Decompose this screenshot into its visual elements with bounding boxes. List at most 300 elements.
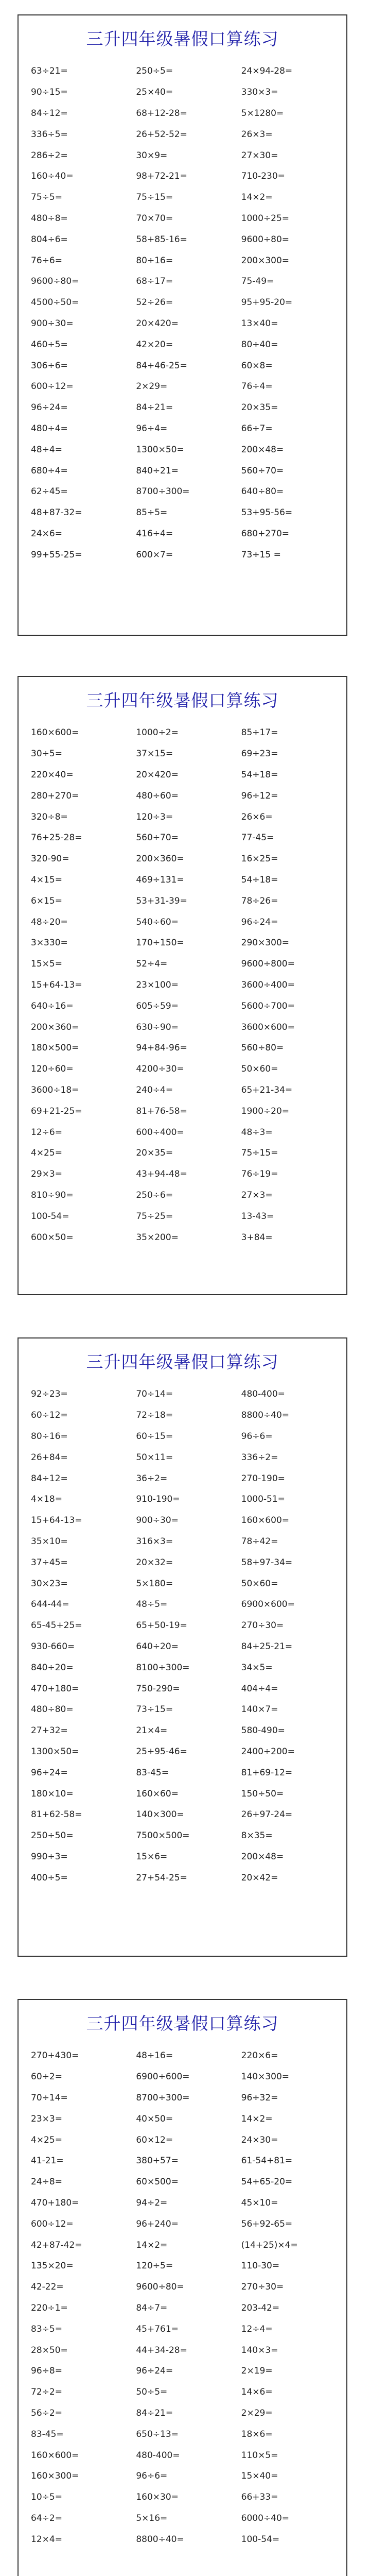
problem-row bbox=[31, 1206, 346, 1227]
math-problem: 52÷4= bbox=[136, 959, 168, 970]
math-problem: 66+33= bbox=[241, 2492, 278, 2503]
problem-row bbox=[31, 2045, 346, 2066]
problem-row bbox=[31, 1720, 346, 1741]
math-problem: 4×25= bbox=[31, 1148, 62, 1159]
math-problem: 140×300= bbox=[241, 2072, 290, 2082]
math-problem: 180×500= bbox=[31, 1043, 79, 1054]
math-problem: 910-190= bbox=[136, 1494, 180, 1505]
math-problem: 80÷16= bbox=[31, 1431, 68, 1442]
math-problem: 480÷60= bbox=[136, 790, 179, 801]
math-problem: 200×300= bbox=[241, 255, 290, 266]
math-problem: 160×600= bbox=[31, 2450, 79, 2461]
math-problem: 45×10= bbox=[241, 2197, 278, 2208]
problem-row bbox=[31, 1678, 346, 1699]
math-problem: 6900×600= bbox=[241, 1599, 295, 1610]
math-problem: 140×3= bbox=[241, 2345, 278, 2355]
problem-row bbox=[31, 271, 346, 292]
math-problem: 27+54-25= bbox=[136, 1872, 187, 1883]
math-problem: 200×360= bbox=[136, 854, 184, 865]
math-problem: 96÷24= bbox=[31, 1767, 68, 1778]
math-problem: 24×30= bbox=[241, 2134, 278, 2145]
problem-row bbox=[31, 1531, 346, 1552]
problem-row bbox=[31, 827, 346, 849]
math-problem: 480÷80= bbox=[31, 1704, 74, 1715]
math-problem: 9600÷80= bbox=[31, 276, 79, 287]
math-problem: 25×40= bbox=[136, 87, 173, 98]
math-problem: 320-90= bbox=[31, 854, 69, 865]
math-problem: 470+180= bbox=[31, 1683, 79, 1694]
math-problem: 36÷2= bbox=[136, 1473, 168, 1484]
math-problem: 560÷70= bbox=[241, 465, 284, 476]
math-problem: 65-45+25= bbox=[31, 1620, 82, 1631]
math-problem: 1000÷2= bbox=[136, 727, 179, 738]
math-problem: 62÷45= bbox=[31, 486, 68, 497]
math-problem: 12÷6= bbox=[31, 1127, 62, 1138]
problem-row bbox=[31, 460, 346, 481]
math-problem: 96÷6= bbox=[136, 2471, 168, 2482]
problem-row bbox=[31, 82, 346, 103]
problem-row bbox=[31, 1594, 346, 1615]
math-problem: 52÷26= bbox=[136, 297, 173, 308]
math-problem: 10÷5= bbox=[31, 2492, 62, 2503]
math-problem: (14+25)×4= bbox=[241, 2240, 298, 2250]
problem-row bbox=[31, 2066, 346, 2088]
math-problem: 680+270= bbox=[241, 528, 290, 539]
math-problem: 78÷26= bbox=[241, 895, 278, 906]
problem-row bbox=[31, 2361, 346, 2382]
math-problem: 70÷14= bbox=[136, 1389, 173, 1400]
problem-grid bbox=[31, 61, 346, 565]
math-problem: 50×11= bbox=[136, 1452, 173, 1463]
math-problem: 1300×50= bbox=[31, 1746, 79, 1757]
problem-row bbox=[31, 2234, 346, 2256]
math-problem: 900÷30= bbox=[136, 1515, 179, 1526]
math-problem: 65+21-34= bbox=[241, 1084, 293, 1095]
math-problem: 60÷12= bbox=[31, 1410, 68, 1421]
math-problem: 96÷4= bbox=[136, 423, 168, 434]
problem-row bbox=[31, 292, 346, 313]
page-title: 三升四年级暑假口算练习 bbox=[86, 1352, 279, 1372]
math-problem: 320÷8= bbox=[31, 811, 68, 822]
math-problem: 24×94-28= bbox=[241, 66, 293, 77]
math-problem: 380+57= bbox=[136, 2156, 179, 2166]
math-problem: 644-44= bbox=[31, 1599, 69, 1610]
math-problem: 316×3= bbox=[136, 1536, 173, 1547]
math-problem: 58+97-34= bbox=[241, 1557, 293, 1568]
problem-row bbox=[31, 334, 346, 355]
problem-row bbox=[31, 124, 346, 145]
problem-row bbox=[31, 2088, 346, 2109]
math-problem: 110-30= bbox=[241, 2261, 280, 2272]
problem-row bbox=[31, 2318, 346, 2340]
math-problem: 50×60= bbox=[241, 1064, 278, 1075]
math-problem: 330×3= bbox=[241, 87, 278, 98]
math-problem: 900÷30= bbox=[31, 318, 74, 329]
math-problem: 48÷4= bbox=[31, 444, 62, 455]
math-problem: 48÷16= bbox=[136, 2050, 173, 2061]
math-problem: 840÷21= bbox=[136, 465, 179, 476]
math-problem: 1300×50= bbox=[136, 444, 184, 455]
problem-row bbox=[31, 1510, 346, 1531]
problem-row bbox=[31, 229, 346, 250]
math-problem: 98+72-21= bbox=[136, 171, 187, 182]
math-problem: 2×29= bbox=[241, 2408, 273, 2418]
math-problem: 23×3= bbox=[31, 2113, 62, 2124]
problem-row bbox=[31, 1426, 346, 1447]
math-problem: 42-22= bbox=[31, 2282, 64, 2293]
math-problem: 4200÷30= bbox=[136, 1064, 184, 1075]
math-problem: 75÷15= bbox=[241, 1148, 278, 1159]
math-problem: 23×100= bbox=[136, 979, 179, 990]
math-problem: 96÷24= bbox=[241, 917, 278, 927]
problem-row bbox=[31, 1636, 346, 1657]
problem-row bbox=[31, 995, 346, 1016]
math-problem: 840÷20= bbox=[31, 1662, 74, 1673]
math-problem: 804÷6= bbox=[31, 234, 68, 245]
math-problem: 84÷12= bbox=[31, 1473, 68, 1484]
math-problem: 480÷8= bbox=[31, 213, 68, 224]
math-problem: 42×20= bbox=[136, 339, 173, 350]
math-problem: 600÷400= bbox=[136, 1127, 184, 1138]
problem-row bbox=[31, 2487, 346, 2508]
math-problem: 8×35= bbox=[241, 1831, 273, 1841]
math-problem: 6×15= bbox=[31, 895, 62, 906]
problem-row bbox=[31, 208, 346, 229]
math-problem: 710-230= bbox=[241, 171, 285, 182]
problem-row bbox=[31, 2108, 346, 2129]
math-problem: 37×15= bbox=[136, 749, 173, 759]
problem-row bbox=[31, 2172, 346, 2193]
math-problem: 27×3= bbox=[241, 1190, 273, 1200]
math-problem: 5×1280= bbox=[241, 108, 284, 118]
math-problem: 90÷15= bbox=[31, 87, 68, 98]
problem-row bbox=[31, 911, 346, 933]
math-problem: 96÷6= bbox=[241, 1431, 273, 1442]
problem-row bbox=[31, 1573, 346, 1594]
problem-row bbox=[31, 2340, 346, 2361]
math-problem: 80÷16= bbox=[136, 255, 173, 266]
math-problem: 14×6= bbox=[241, 2387, 273, 2398]
math-problem: 220×6= bbox=[241, 2050, 278, 2061]
problem-row bbox=[31, 2424, 346, 2445]
math-problem: 21×4= bbox=[136, 1725, 168, 1736]
math-problem: 110×5= bbox=[241, 2450, 278, 2461]
math-problem: 4×18= bbox=[31, 1494, 62, 1505]
math-problem: 5600÷700= bbox=[241, 1001, 295, 1011]
math-problem: 640÷80= bbox=[241, 486, 284, 497]
math-problem: 2×19= bbox=[241, 2366, 273, 2377]
math-problem: 50÷5= bbox=[136, 2387, 168, 2398]
math-problem: 220÷1= bbox=[31, 2302, 68, 2313]
math-problem: 14×2= bbox=[241, 2113, 273, 2124]
math-problem: 84÷21= bbox=[136, 2408, 173, 2418]
math-problem: 29×3= bbox=[31, 1169, 62, 1180]
math-problem: 54÷18= bbox=[241, 874, 278, 885]
math-problem: 160×30= bbox=[136, 2492, 179, 2503]
problem-row bbox=[31, 61, 346, 82]
math-problem: 28×50= bbox=[31, 2345, 68, 2355]
math-problem: 6000÷40= bbox=[241, 2513, 290, 2523]
math-problem: 85÷17= bbox=[241, 727, 278, 738]
math-problem: 73÷15= bbox=[136, 1704, 173, 1715]
problem-row bbox=[31, 397, 346, 418]
math-problem: 650÷13= bbox=[136, 2429, 179, 2439]
math-problem: 1000-51= bbox=[241, 1494, 285, 1505]
math-problem: 560÷70= bbox=[136, 833, 179, 843]
problem-row bbox=[31, 806, 346, 827]
math-problem: 26+52-52= bbox=[136, 129, 187, 140]
math-problem: 280+270= bbox=[31, 790, 79, 801]
math-problem: 76÷4= bbox=[241, 381, 273, 392]
math-problem: 20×35= bbox=[136, 1148, 173, 1159]
math-problem: 640÷16= bbox=[31, 1001, 74, 1011]
math-problem: 60÷2= bbox=[31, 2072, 62, 2082]
math-problem: 200×48= bbox=[241, 1851, 284, 1862]
problem-row bbox=[31, 502, 346, 523]
math-problem: 83-45= bbox=[136, 1767, 169, 1778]
math-problem: 2×29= bbox=[136, 381, 168, 392]
math-problem: 600×50= bbox=[31, 1232, 74, 1243]
math-problem: 12×4= bbox=[31, 2534, 62, 2545]
problem-row bbox=[31, 1384, 346, 1405]
problem-row bbox=[31, 785, 346, 806]
math-problem: 3600×600= bbox=[241, 1022, 295, 1032]
math-problem: 41-21= bbox=[31, 2156, 64, 2166]
math-problem: 480-400= bbox=[241, 1389, 285, 1400]
math-problem: 53+95-56= bbox=[241, 507, 293, 518]
math-problem: 580-490= bbox=[241, 1725, 285, 1736]
problem-grid bbox=[31, 2045, 346, 2550]
math-problem: 26+97-24= bbox=[241, 1809, 293, 1820]
math-problem: 66÷7= bbox=[241, 423, 273, 434]
math-problem: 77-45= bbox=[241, 833, 274, 843]
problem-row bbox=[31, 1762, 346, 1783]
problem-row bbox=[31, 975, 346, 996]
math-problem: 30×23= bbox=[31, 1578, 68, 1589]
math-problem: 61-54+81= bbox=[241, 2156, 293, 2166]
math-problem: 990÷3= bbox=[31, 1851, 68, 1862]
math-problem: 560÷80= bbox=[241, 1043, 284, 1054]
math-problem: 96÷12= bbox=[241, 790, 278, 801]
math-problem: 1900÷20= bbox=[241, 1106, 290, 1116]
problem-row bbox=[31, 1783, 346, 1804]
math-problem: 200×360= bbox=[31, 1022, 79, 1032]
problem-row bbox=[31, 954, 346, 975]
math-problem: 270÷30= bbox=[241, 2282, 284, 2293]
math-problem: 13×40= bbox=[241, 318, 278, 329]
math-problem: 26×3= bbox=[241, 129, 273, 140]
math-problem: 160×600= bbox=[241, 1515, 290, 1526]
math-problem: 15×5= bbox=[31, 959, 62, 970]
math-problem: 7500×500= bbox=[136, 1831, 190, 1841]
problem-row bbox=[31, 1080, 346, 1101]
math-problem: 81+76-58= bbox=[136, 1106, 187, 1116]
math-problem: 8100÷300= bbox=[136, 1662, 190, 1673]
math-problem: 270-190= bbox=[241, 1473, 285, 1484]
math-problem: 9600÷800= bbox=[241, 959, 295, 970]
problem-row bbox=[31, 2382, 346, 2403]
math-problem: 20×420= bbox=[136, 769, 179, 780]
math-problem: 94÷2= bbox=[136, 2197, 168, 2208]
problem-row bbox=[31, 1657, 346, 1678]
math-problem: 92÷23= bbox=[31, 1389, 68, 1400]
problem-row bbox=[31, 2193, 346, 2214]
problem-row bbox=[31, 1468, 346, 1489]
math-problem: 75÷5= bbox=[31, 192, 62, 203]
math-problem: 135×20= bbox=[31, 2261, 74, 2272]
math-problem: 73÷15 = bbox=[241, 549, 281, 560]
math-problem: 56+92-65= bbox=[241, 2218, 293, 2229]
problem-row bbox=[31, 2403, 346, 2424]
math-problem: 20×42= bbox=[241, 1872, 278, 1883]
math-problem: 250÷50= bbox=[31, 1831, 74, 1841]
math-problem: 94+84-96= bbox=[136, 1043, 187, 1054]
problem-row bbox=[31, 2150, 346, 2172]
math-problem: 180×10= bbox=[31, 1788, 74, 1799]
math-problem: 306÷6= bbox=[31, 360, 68, 371]
math-problem: 404÷4= bbox=[241, 1683, 278, 1694]
math-problem: 240÷4= bbox=[136, 1084, 173, 1095]
math-problem: 160×60= bbox=[136, 1788, 179, 1799]
problem-row bbox=[31, 765, 346, 786]
problem-row bbox=[31, 1846, 346, 1868]
math-problem: 290×300= bbox=[241, 938, 290, 948]
problem-row bbox=[31, 1038, 346, 1059]
problem-row bbox=[31, 1405, 346, 1426]
math-problem: 100-54= bbox=[31, 1211, 69, 1222]
problem-row bbox=[31, 481, 346, 502]
math-problem: 96+240= bbox=[136, 2218, 179, 2229]
math-problem: 160÷40= bbox=[31, 171, 74, 182]
math-problem: 250÷6= bbox=[136, 1190, 173, 1200]
math-problem: 35×10= bbox=[31, 1536, 68, 1547]
math-problem: 76+25-28= bbox=[31, 833, 82, 843]
math-problem: 72÷2= bbox=[31, 2387, 62, 2398]
math-problem: 34×5= bbox=[241, 1662, 273, 1673]
math-problem: 810÷90= bbox=[31, 1190, 74, 1200]
math-problem: 15+64-13= bbox=[31, 979, 82, 990]
math-problem: 286÷2= bbox=[31, 150, 68, 161]
problem-row bbox=[31, 1804, 346, 1825]
problem-row bbox=[31, 1164, 346, 1185]
math-problem: 58+85-16= bbox=[136, 234, 187, 245]
math-problem: 220×40= bbox=[31, 769, 74, 780]
page-title: 三升四年级暑假口算练习 bbox=[86, 2013, 279, 2033]
math-problem: 15+64-13= bbox=[31, 1515, 82, 1526]
problem-row bbox=[31, 2298, 346, 2319]
math-problem: 270+430= bbox=[31, 2050, 79, 2061]
math-problem: 640÷20= bbox=[136, 1641, 179, 1652]
math-problem: 84÷12= bbox=[31, 108, 68, 118]
math-problem: 600÷12= bbox=[31, 381, 74, 392]
math-problem: 930-660= bbox=[31, 1641, 75, 1652]
math-problem: 63÷21= bbox=[31, 66, 68, 77]
problem-row bbox=[31, 418, 346, 439]
problem-row bbox=[31, 2256, 346, 2277]
worksheet-page-2 bbox=[17, 676, 347, 1295]
math-problem: 14×2= bbox=[136, 2240, 168, 2250]
math-problem: 270÷30= bbox=[241, 1620, 284, 1631]
problem-row bbox=[31, 2213, 346, 2234]
math-problem: 64÷2= bbox=[31, 2513, 62, 2523]
math-problem: 60÷15= bbox=[136, 1431, 173, 1442]
math-problem: 12÷4= bbox=[241, 2324, 273, 2334]
problem-row bbox=[31, 890, 346, 911]
math-problem: 4×15= bbox=[31, 874, 62, 885]
math-problem: 600÷12= bbox=[31, 2218, 74, 2229]
math-problem: 170÷150= bbox=[136, 938, 184, 948]
math-problem: 69+21-25= bbox=[31, 1106, 82, 1116]
math-problem: 160×300= bbox=[31, 2471, 79, 2482]
problem-row bbox=[31, 1016, 346, 1038]
math-problem: 68÷17= bbox=[136, 276, 173, 287]
math-problem: 20×32= bbox=[136, 1557, 173, 1568]
problem-row bbox=[31, 2129, 346, 2150]
math-problem: 2400÷200= bbox=[241, 1746, 295, 1757]
math-problem: 68+12-28= bbox=[136, 108, 187, 118]
problem-row bbox=[31, 313, 346, 334]
math-problem: 5×180= bbox=[136, 1578, 173, 1589]
math-problem: 30÷5= bbox=[31, 749, 62, 759]
math-problem: 416÷4= bbox=[136, 528, 173, 539]
problem-row bbox=[31, 1100, 346, 1122]
math-problem: 75÷15= bbox=[136, 192, 173, 203]
math-problem: 4500÷50= bbox=[31, 297, 79, 308]
problem-row bbox=[31, 849, 346, 870]
math-problem: 27+32= bbox=[31, 1725, 68, 1736]
problem-row bbox=[31, 743, 346, 765]
problem-grid bbox=[31, 1384, 346, 1888]
math-problem: 84+25-21= bbox=[241, 1641, 293, 1652]
math-problem: 26+84= bbox=[31, 1452, 68, 1463]
problem-row bbox=[31, 1227, 346, 1248]
problem-row bbox=[31, 1059, 346, 1080]
math-problem: 15×6= bbox=[136, 1851, 168, 1862]
problem-row bbox=[31, 2466, 346, 2487]
problem-row bbox=[31, 1185, 346, 1206]
math-problem: 250÷5= bbox=[136, 66, 173, 77]
math-problem: 70×70= bbox=[136, 213, 173, 224]
math-problem: 76÷19= bbox=[241, 1169, 278, 1180]
math-problem: 6900÷600= bbox=[136, 2072, 190, 2082]
math-problem: 8800÷40= bbox=[136, 2534, 184, 2545]
math-problem: 84+46-25= bbox=[136, 360, 187, 371]
math-problem: 140×300= bbox=[136, 1809, 184, 1820]
worksheet-page-1 bbox=[17, 14, 347, 636]
math-problem: 3600÷18= bbox=[31, 1084, 79, 1095]
problem-row bbox=[31, 2277, 346, 2298]
math-problem: 44+34-28= bbox=[136, 2345, 187, 2355]
math-problem: 25+95-46= bbox=[136, 1746, 187, 1757]
problem-row bbox=[31, 1741, 346, 1762]
math-problem: 37÷45= bbox=[31, 1557, 68, 1568]
math-problem: 99+55-25= bbox=[31, 549, 82, 560]
math-problem: 35×200= bbox=[136, 1232, 179, 1243]
math-problem: 53+31-39= bbox=[136, 895, 187, 906]
problem-row bbox=[31, 1143, 346, 1164]
math-problem: 8800÷40= bbox=[241, 1410, 290, 1421]
problem-row bbox=[31, 933, 346, 954]
math-problem: 4×25= bbox=[31, 2134, 62, 2145]
math-problem: 76÷6= bbox=[31, 255, 62, 266]
math-problem: 42+87-42= bbox=[31, 2240, 82, 2250]
problem-row bbox=[31, 523, 346, 545]
problem-grid bbox=[31, 722, 346, 1248]
math-problem: 15×40= bbox=[241, 2471, 278, 2482]
math-problem: 600×7= bbox=[136, 549, 173, 560]
math-problem: 3×330= bbox=[31, 938, 68, 948]
math-problem: 54+65-20= bbox=[241, 2177, 293, 2188]
